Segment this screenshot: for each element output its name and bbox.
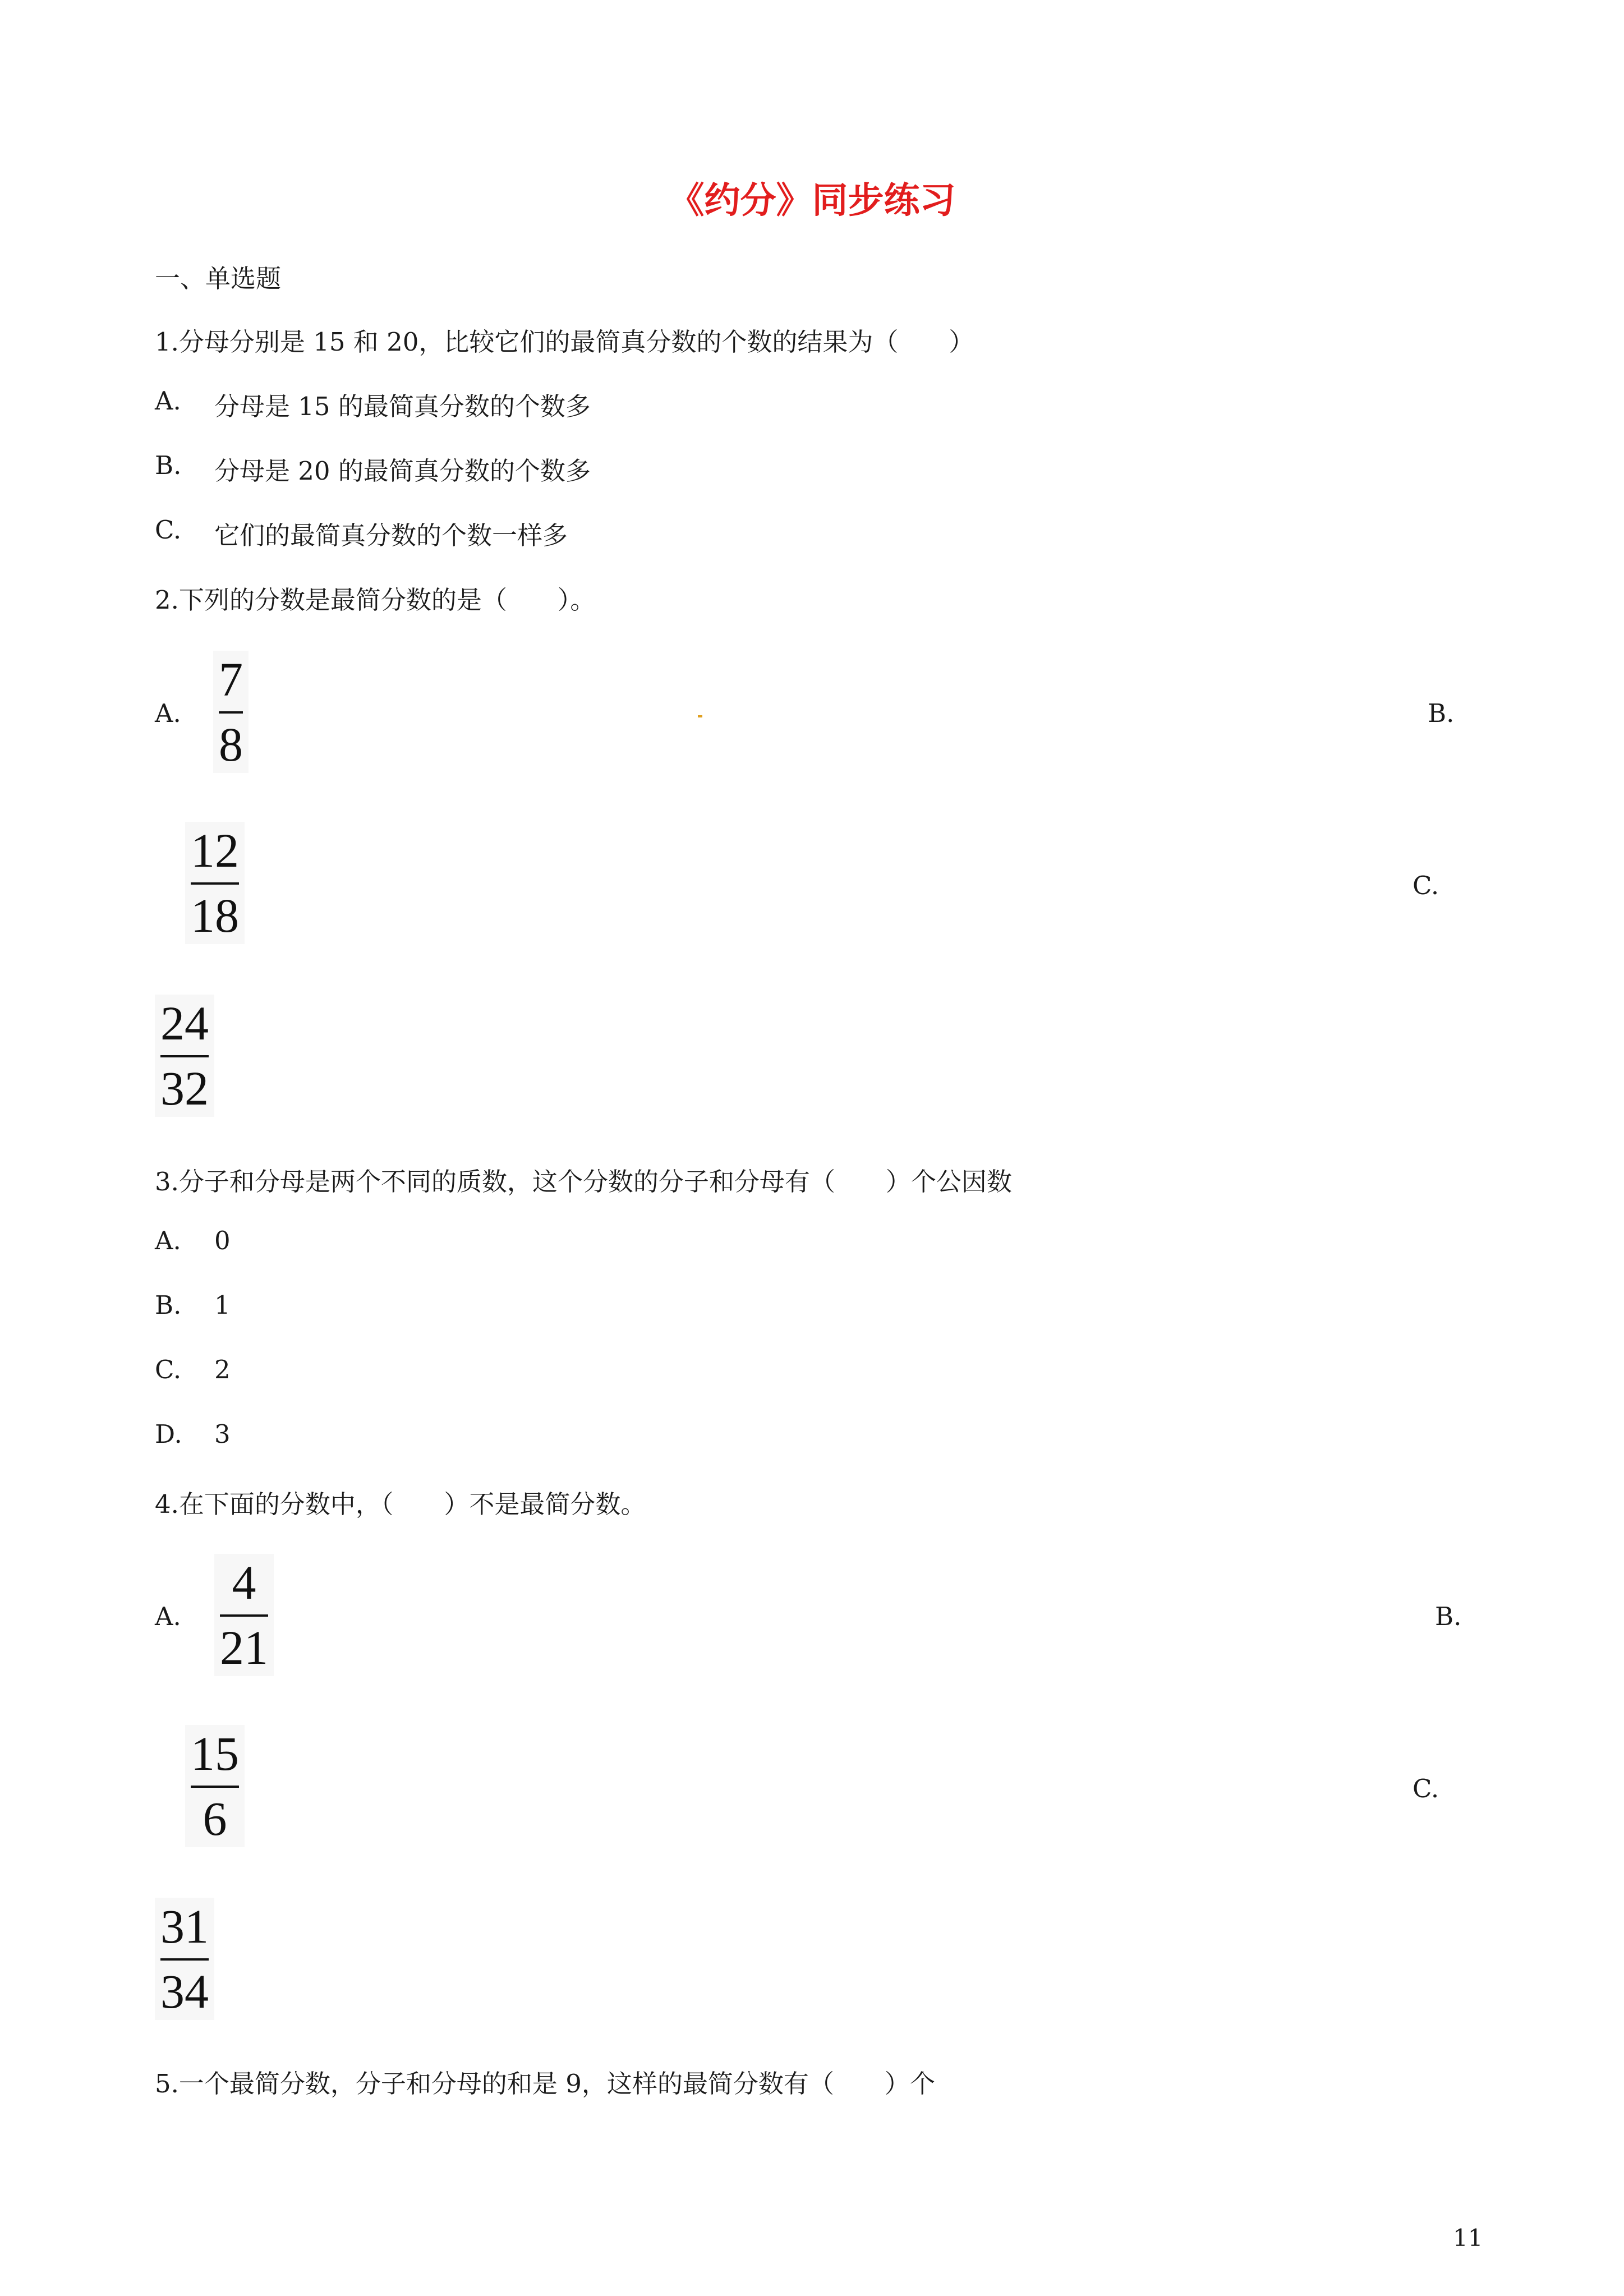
q3-option-c-text: 2 xyxy=(214,1355,231,1384)
fraction-numerator: 24 xyxy=(160,996,209,1050)
fraction-numerator: 15 xyxy=(191,1727,239,1780)
q4-option-b-letter: B. xyxy=(1435,1602,1462,1631)
q3-option-b-text: 1 xyxy=(214,1290,231,1320)
q2-option-b-fraction xyxy=(185,822,245,944)
page-title: 《约分》同步练习 xyxy=(668,180,956,222)
fraction-bar xyxy=(220,1614,268,1617)
stray-mark xyxy=(698,715,702,717)
q2-option-c-letter: C. xyxy=(1413,871,1439,900)
question-1-stem: 1.分母分别是 15 和 20，比较它们的最简真分数的个数的结果为（ ） xyxy=(155,327,974,357)
q3-option-a-text: 0 xyxy=(214,1226,231,1255)
fraction-numerator: 31 xyxy=(160,1899,209,1953)
q3-option-d-text: 3 xyxy=(214,1419,231,1449)
q2-option-c-fraction xyxy=(155,995,214,1117)
page-number: 11 xyxy=(1453,2224,1483,2252)
question-2-stem: 2.下列的分数是最简分数的是（ ）。 xyxy=(155,585,596,615)
fraction-bar xyxy=(191,1786,239,1788)
q1-option-a-letter: A. xyxy=(155,386,181,416)
q4-option-c-letter: C. xyxy=(1413,1774,1439,1803)
fraction-denominator: 8 xyxy=(219,717,243,771)
question-4-stem: 4.在下面的分数中，（ ）不是最简分数。 xyxy=(155,1489,646,1519)
q3-option-a-letter: A. xyxy=(155,1226,181,1255)
fraction-denominator: 6 xyxy=(203,1792,227,1846)
fraction-denominator: 34 xyxy=(160,1964,209,2018)
fraction-numerator: 4 xyxy=(232,1556,256,1609)
fraction-bar xyxy=(219,711,243,714)
q1-option-b-text: 分母是 20 的最简真分数的个数多 xyxy=(214,456,591,486)
q4-option-a-fraction xyxy=(214,1554,274,1676)
question-5-stem: 5.一个最简分数，分子和分母的和是 9，这样的最简分数有（ ）个 xyxy=(155,2069,935,2099)
q1-option-c-text: 它们的最简真分数的个数一样多 xyxy=(214,521,568,550)
question-3-stem: 3.分子和分母是两个不同的质数，这个分数的分子和分母有（ ）个公因数 xyxy=(155,1167,1012,1197)
q4-option-a-letter: A. xyxy=(155,1602,181,1631)
q3-option-b-letter: B. xyxy=(155,1290,182,1320)
fraction-bar xyxy=(191,882,239,885)
q4-option-c-fraction xyxy=(155,1898,214,2020)
q2-option-a-letter: A. xyxy=(155,698,181,728)
q1-option-c-letter: C. xyxy=(155,515,182,545)
fraction-bar xyxy=(160,1958,209,1961)
fraction-denominator: 21 xyxy=(220,1621,268,1674)
q4-option-b-fraction xyxy=(185,1725,245,1847)
q3-option-d-letter: D. xyxy=(155,1419,182,1449)
fraction-bar xyxy=(160,1055,209,1057)
fraction-denominator: 32 xyxy=(160,1061,209,1115)
q1-option-b-letter: B. xyxy=(155,450,182,480)
fraction-numerator: 12 xyxy=(191,823,239,877)
q2-option-a-fraction xyxy=(213,651,249,773)
section-heading: 一、单选题 xyxy=(155,264,282,293)
fraction-denominator: 18 xyxy=(191,889,239,942)
q2-option-b-letter: B. xyxy=(1428,698,1455,728)
q1-option-a-text: 分母是 15 的最简真分数的个数多 xyxy=(214,392,591,421)
q3-option-c-letter: C. xyxy=(155,1355,182,1384)
fraction-numerator: 7 xyxy=(219,652,243,706)
